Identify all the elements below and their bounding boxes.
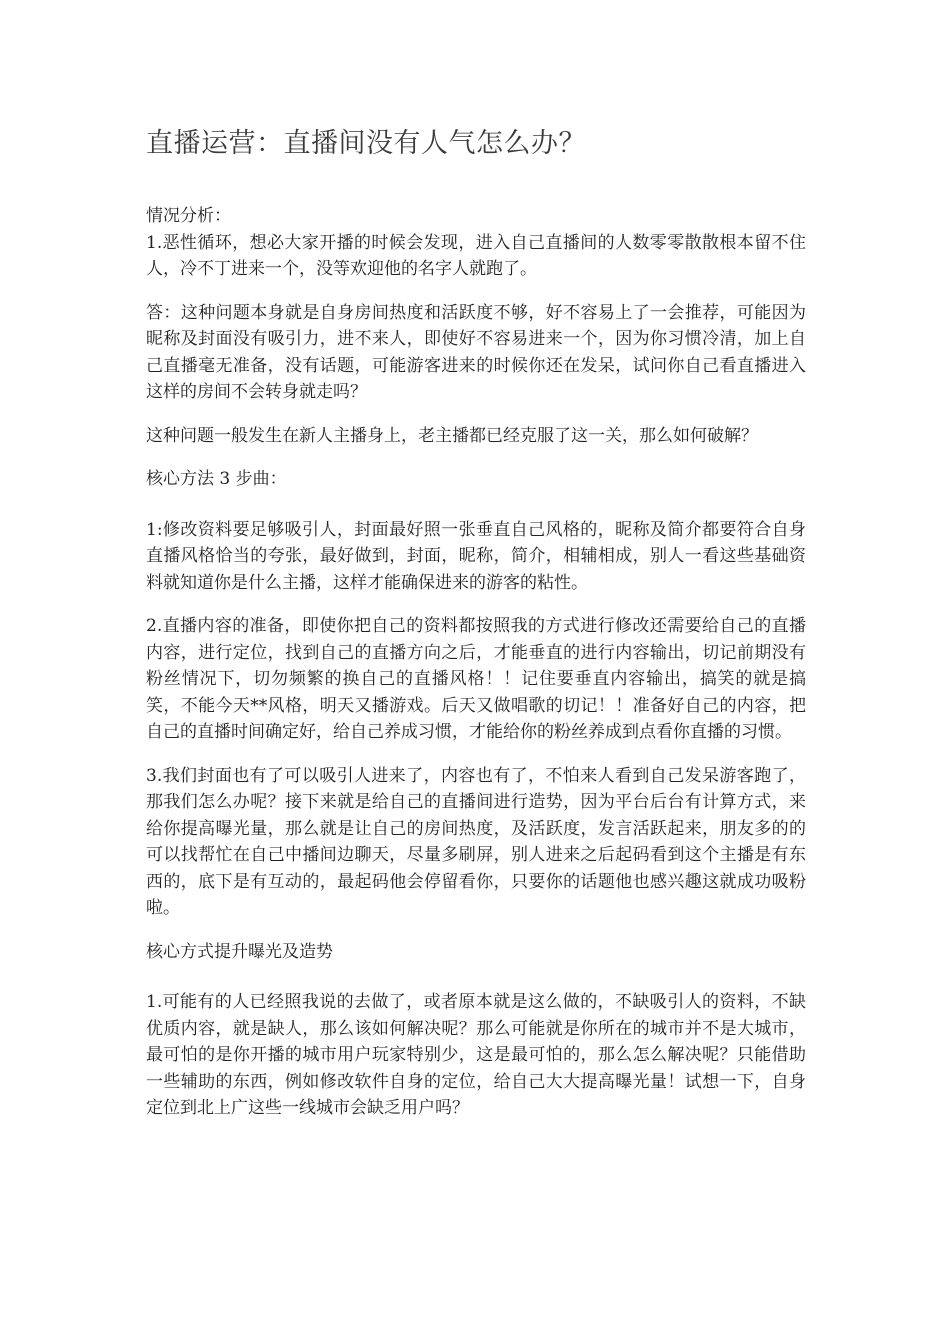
paragraph-vicious-cycle: 1.恶性循环，想必大家开播的时候会发现，进入自己直播间的人数零零散散根本留不住人，冷不丁进来一个，没等欢迎他的名字人就跑了。 [146,232,806,279]
paragraph-step-3: 3.我们封面也有了可以吸引人进来了，内容也有了，不怕来人看到自己发呆游客跑了，那我们怎么办呢？接下来就是给自己的直播间进行造势，因为平台后台有计算方式，来给你提高曝光量，那么就是让自己的房间热度，及活跃度，发言活跃起来，朋友多的的可以找帮忙在自己中播间边聊天，尽量多刷屏，别人进来之后起码看到这个主播是有东西的，底下是有互动的，最起码他会停留看你，只要你的话题他也感兴趣这就成功吸粉啦。 [146,765,806,918]
paragraph-step-2: 2.直播内容的准备，即使你把自己的资料都按照我的方式进行修改还需要给自己的直播内容，进行定位，找到自己的直播方向之后，才能垂直的进行内容输出，切记前期没有粉丝情况下，切勿频繁的换自己的直播风格！！记住要垂直内容输出，搞笑的就是搞笑，不能今天**风格，明天又播游戏。后天又做唱歌的切记！！准备好自己的内容，把自己的直播时间确定好，给自己养成习惯，才能给你的粉丝养成到点看你直播的习惯。 [146,616,806,742]
paragraph-core-method-heading: 核心方法 3 步曲： [146,469,287,489]
document-title: 直播运营：直播间没有人气怎么办？ [146,128,586,159]
paragraph-answer: 答：这种问题本身就是自身房间热度和活跃度不够，好不容易上了一会推荐，可能因为昵称及封面没有吸引力，进不来人，即使好不容易进来一个，因为你习惯冷清，加上自己直播毫无准备，没有话题，可能游客进来的时候你还在发呆，试问你自己看直播进入这样的房间不会转身就走吗？ [146,302,806,402]
paragraph-situation-heading: 情况分析： [146,206,231,226]
paragraph-new-streamer: 这种问题一般发生在新人主播身上，老主播都已经克服了这一关，那么如何破解？ [146,425,758,446]
paragraph-step-1: 1:修改资料要足够吸引人，封面最好照一张垂直自己风格的，昵称及简介都要符合自身直播风格恰当的夸张，最好做到，封面，昵称，简介，相辅相成，别人一看这些基础资料就知道你是什么主播，这样才能确保进来的游客的粘性。 [146,519,806,593]
document-body [146,203,806,1122]
paragraph-exposure-heading: 核心方式提升曝光及造势 [146,941,333,962]
paragraph-exposure-1: 1.可能有的人已经照我说的去做了，或者原本就是这么做的，不缺吸引人的资料，不缺优质内容，就是缺人，那么该如何解决呢？那么可能就是你所在的城市并不是大城市，最可怕的是你开播的城市用户玩家特别少，这是最可怕的，那么怎么解决呢？只能借助一些辅助的东西，例如修改软件自身的定位，给自己大大提高曝光量！试想一下，自身定位到北上广这些一线城市会缺乏用户吗？ [146,992,806,1118]
